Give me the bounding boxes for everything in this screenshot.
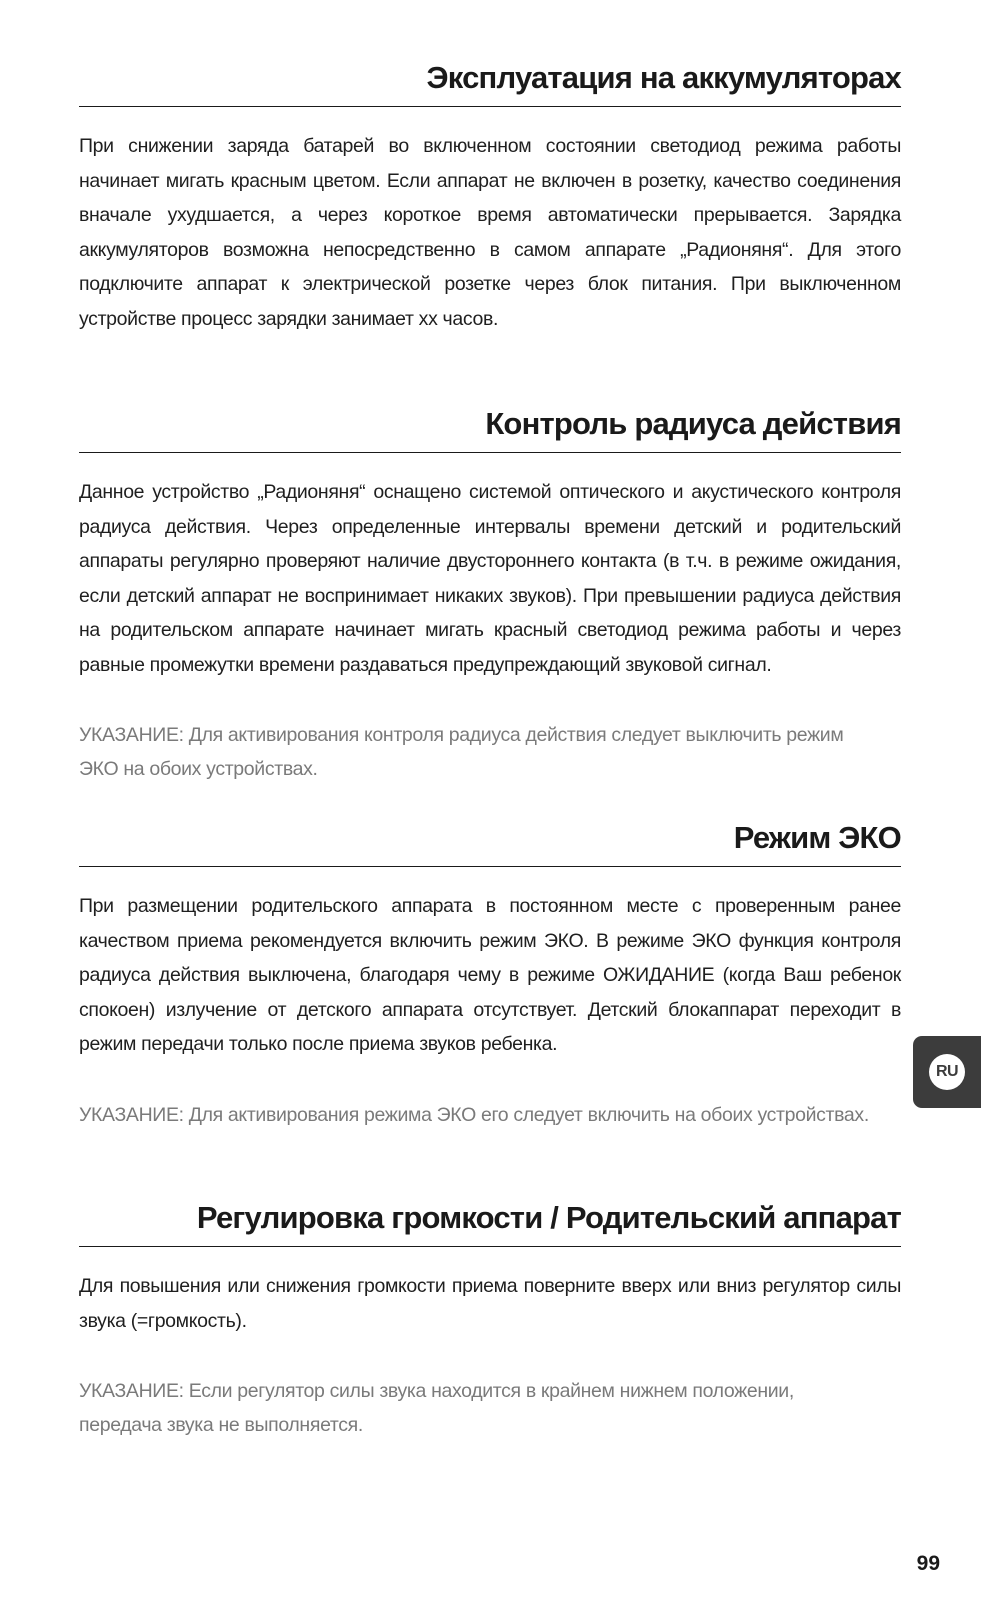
- section-note: УКАЗАНИЕ: Для активирования режима ЭКО его следует включить на обоих устройствах.: [79, 1103, 869, 1126]
- section-body: Для повышения или снижения громкости приема поверните вверх или вниз регулятор силы звука (=громкость).: [79, 1275, 901, 1332]
- section-heading: Регулировка громкости / Родительский аппарат: [79, 1198, 901, 1247]
- page-number: 99: [916, 1552, 940, 1575]
- section-battery-operation: [79, 58, 901, 336]
- section-volume-control: [79, 1198, 901, 1442]
- section-note: УКАЗАНИЕ: Для активирования контроля радиуса действия следует выключить режим ЭКО на обоих устройствах.: [79, 724, 844, 780]
- section-body: Данное устройство „Радионяня“ оснащено системой оптического и акустического контроля радиуса действия. Через определенные интервалы времени детский и родительский аппараты регулярно проверяют наличие двустороннего контакта (в т.ч. в режиме ожидания, если детский аппарат не воспринимает никаких звуков). При превышении радиуса действия на родительском аппарате начинает мигать красный светодиод режима работы и через равные промежутки времени раздаваться предупреждающий звуковой сигнал.: [79, 481, 901, 676]
- section-note: УКАЗАНИЕ: Если регулятор силы звука находится в крайнем нижнем положении, передача звука не выполняется.: [79, 1380, 794, 1436]
- section-range-control: [79, 404, 901, 786]
- language-badge: RU: [929, 1054, 965, 1090]
- section-heading: Режим ЭКО: [79, 818, 901, 867]
- section-body: При размещении родительского аппарата в постоянном месте с проверенным ранее качеством приема рекомендуется включить режим ЭКО. В режиме ЭКО функция контроля радиуса действия выключена, благодаря чему в режиме ОЖИДАНИЕ (когда Ваш ребенок спокоен) излучение от детского аппарата отсутствует. Детский блокаппарат переходит в режим передачи только после приема звуков ребенка.: [79, 895, 901, 1055]
- section-body: При снижении заряда батарей во включенном состоянии светодиод режима работы начинает мигать красным цветом. Если аппарат не включен в розетку, качество соединения вначале ухудшается, а через короткое время автоматически прерывается. Зарядка аккумуляторов возможна непосредственно в самом аппарате „Радионяня“. Для этого подключите аппарат к электрической розетке через блок питания. При выключенном устройстве процесс зарядки занимает xx часов.: [79, 135, 901, 330]
- language-tab: [913, 1036, 981, 1108]
- section-heading: Эксплуатация на аккумуляторах: [79, 58, 901, 107]
- section-eco-mode: [79, 818, 901, 1132]
- section-heading: Контроль радиуса действия: [79, 404, 901, 453]
